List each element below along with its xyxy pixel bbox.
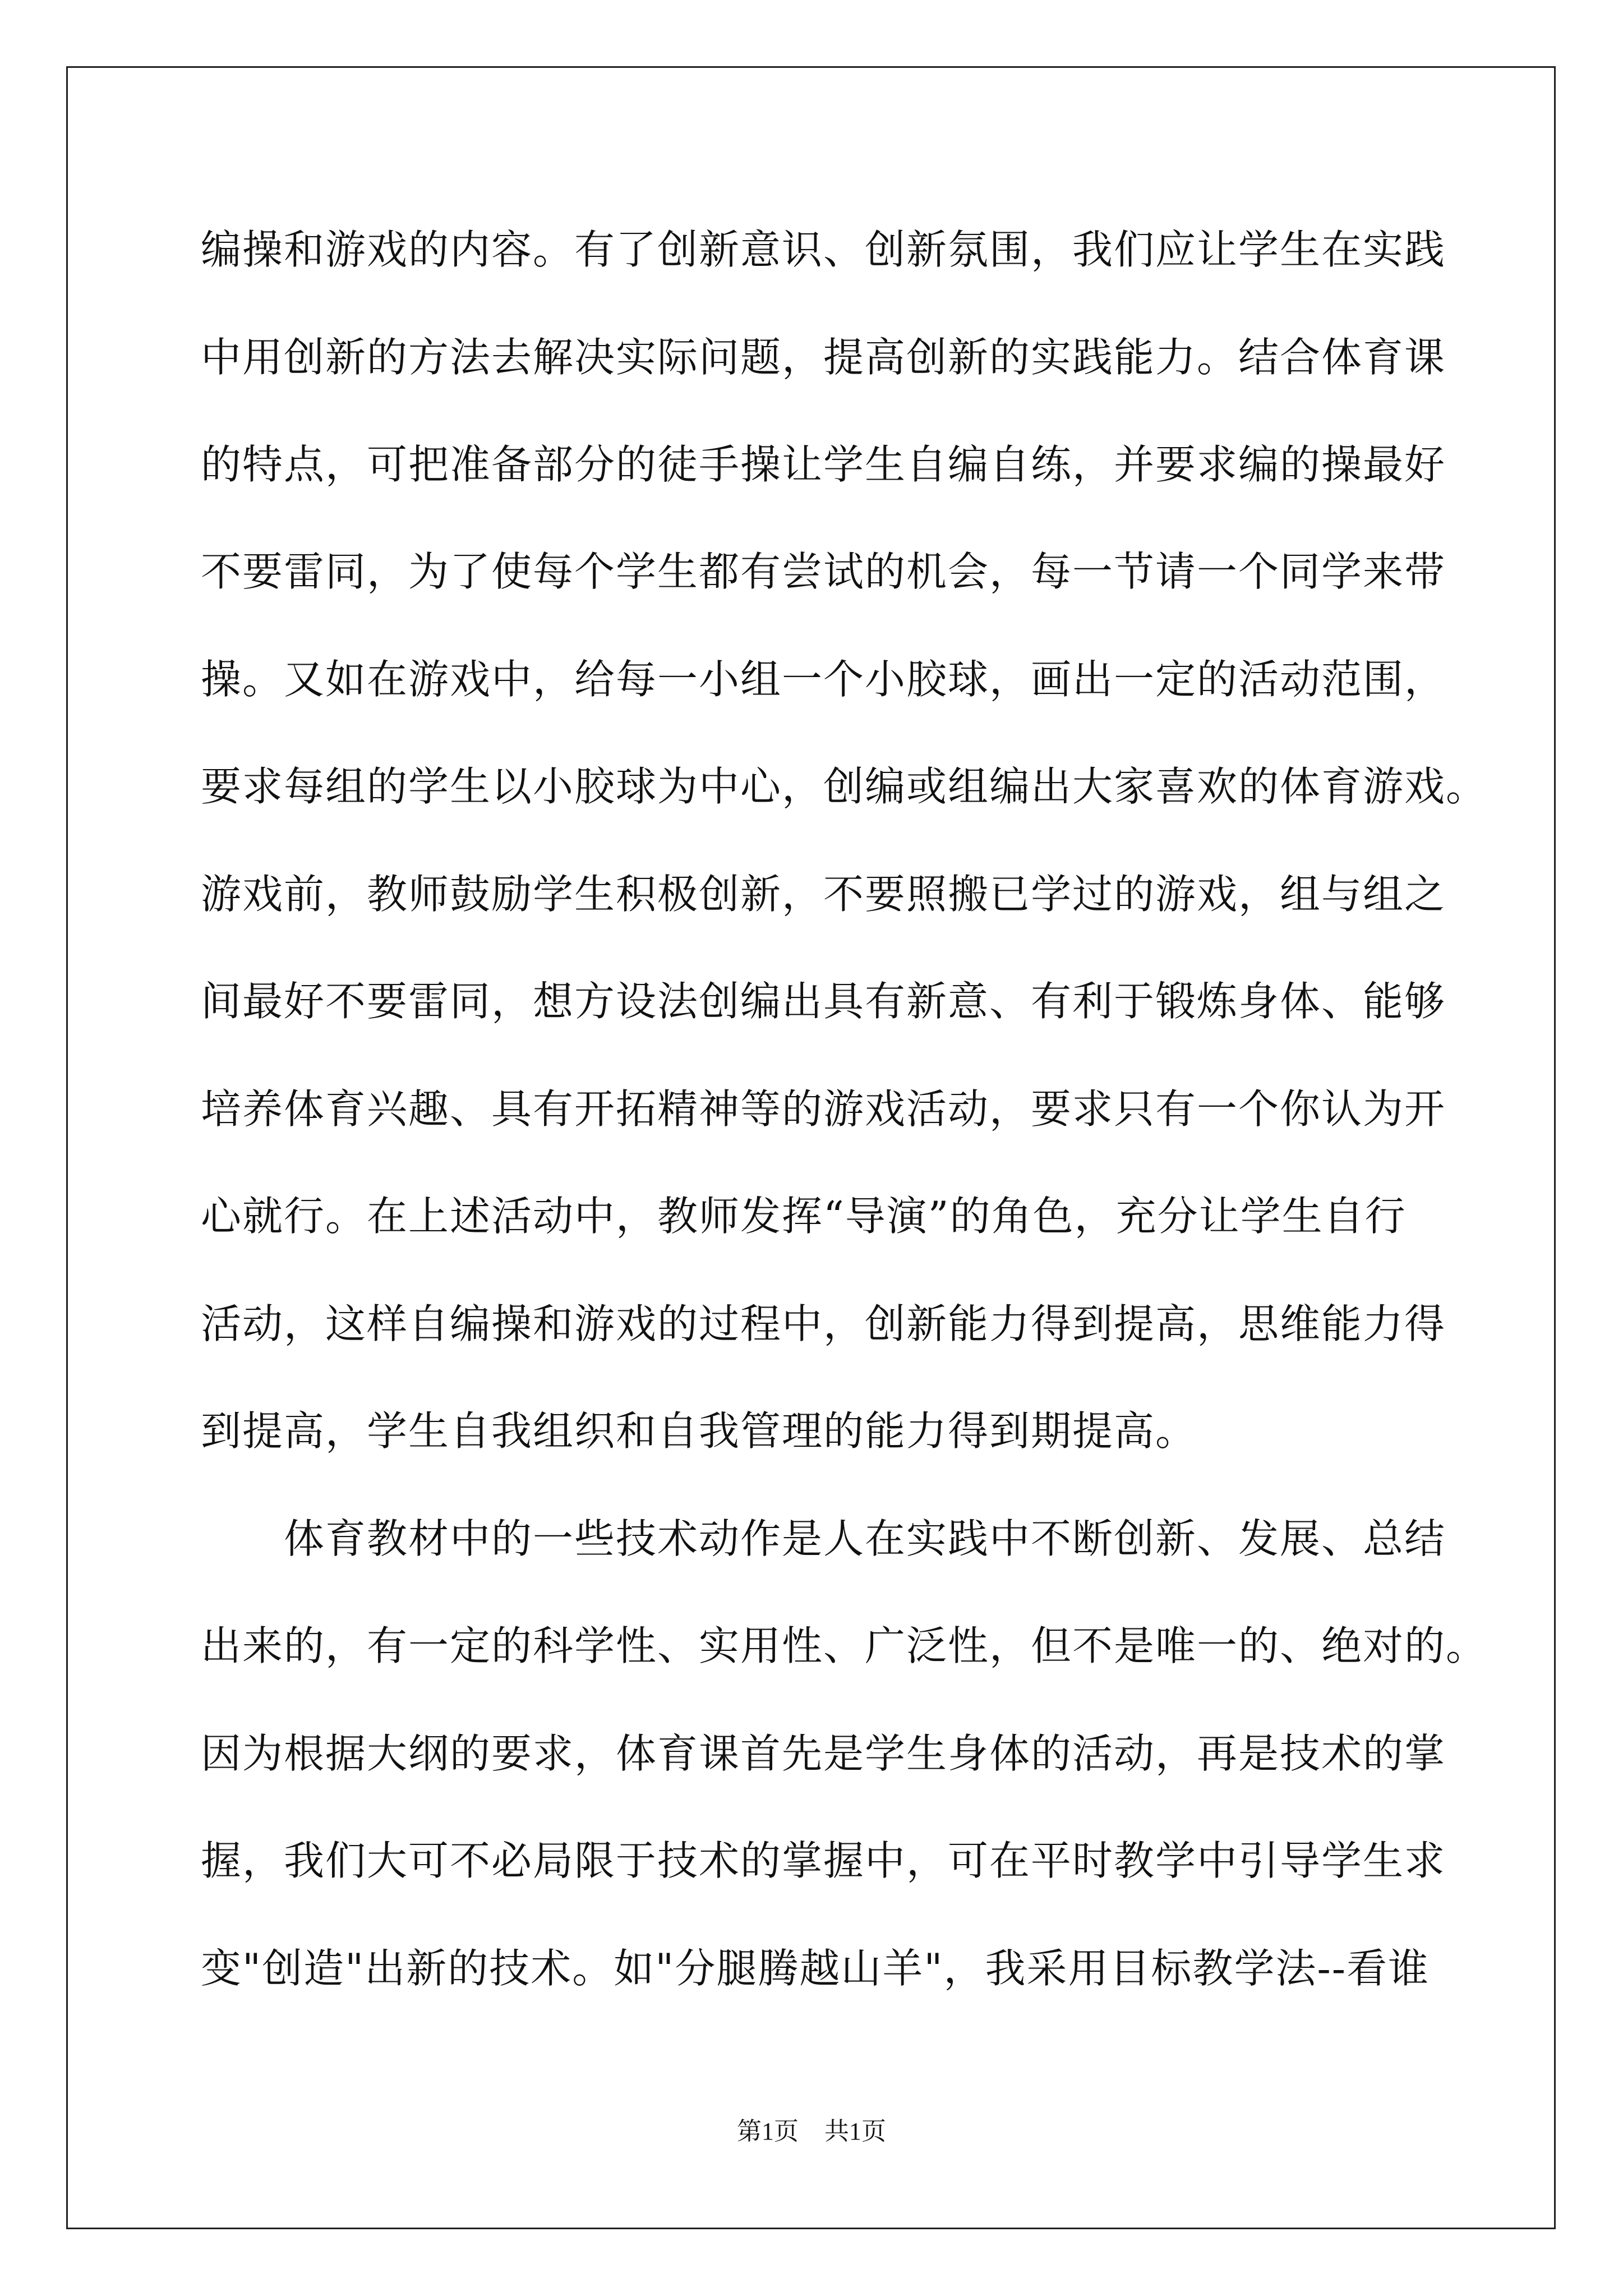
page-border — [66, 66, 1556, 2229]
body-line: 游戏前，教师鼓励学生积极创新，不要照搬已学过的游戏，组与组之 — [201, 871, 1446, 918]
body-line: 间最好不要雷同，想方设法创编出具有新意、有利于锻炼身体、能够 — [201, 978, 1446, 1025]
body-line: 因为根据大纲的要求，体育课首先是学生身体的活动，再是技术的掌 — [201, 1730, 1446, 1777]
page-footer — [0, 2115, 1623, 2148]
page-number-current: 第1页 — [737, 2118, 799, 2145]
body-line: 握，我们大可不必局限于技术的掌握中，可在平时教学中引导学生求 — [201, 1837, 1446, 1884]
body-line: 操。又如在游戏中，给每一小组一个小胶球，画出一定的活动范围， — [201, 656, 1446, 703]
body-line: 编操和游戏的内容。有了创新意识、创新氛围，我们应让学生在实践 — [201, 226, 1446, 273]
body-line: 中用创新的方法去解决实际问题，提高创新的实践能力。结合体育课 — [201, 334, 1446, 381]
body-line: 到提高，学生自我组织和自我管理的能力得到期提高。 — [201, 1407, 1197, 1455]
body-line: 的特点，可把准备部分的徒手操让学生自编自练，并要求编的操最好 — [201, 441, 1446, 488]
body-line: 变"创造"出新的技术。如"分腿腾越山羊"，我采用目标教学法--看谁 — [201, 1945, 1430, 1992]
page-number-total: 共1页 — [824, 2118, 886, 2145]
body-line: 要求每组的学生以小胶球为中心，创编或组编出大家喜欢的体育游戏。 — [201, 763, 1488, 810]
body-line: 体育教材中的一些技术动作是人在实践中不断创新、发展、总结 — [201, 1515, 1446, 1562]
body-line: 出来的，有一定的科学性、实用性、广泛性，但不是唯一的、绝对的。 — [201, 1622, 1488, 1669]
body-line: 心就行。在上述活动中，教师发挥“导演”的角色，充分让学生自行 — [201, 1193, 1407, 1240]
body-line: 培养体育兴趣、具有开拓精神等的游戏活动，要求只有一个你认为开 — [201, 1085, 1446, 1133]
body-line: 活动，这样自编操和游戏的过程中，创新能力得到提高，思维能力得 — [201, 1300, 1446, 1347]
body-line: 不要雷同，为了使每个学生都有尝试的机会，每一节请一个同学来带 — [201, 548, 1446, 595]
